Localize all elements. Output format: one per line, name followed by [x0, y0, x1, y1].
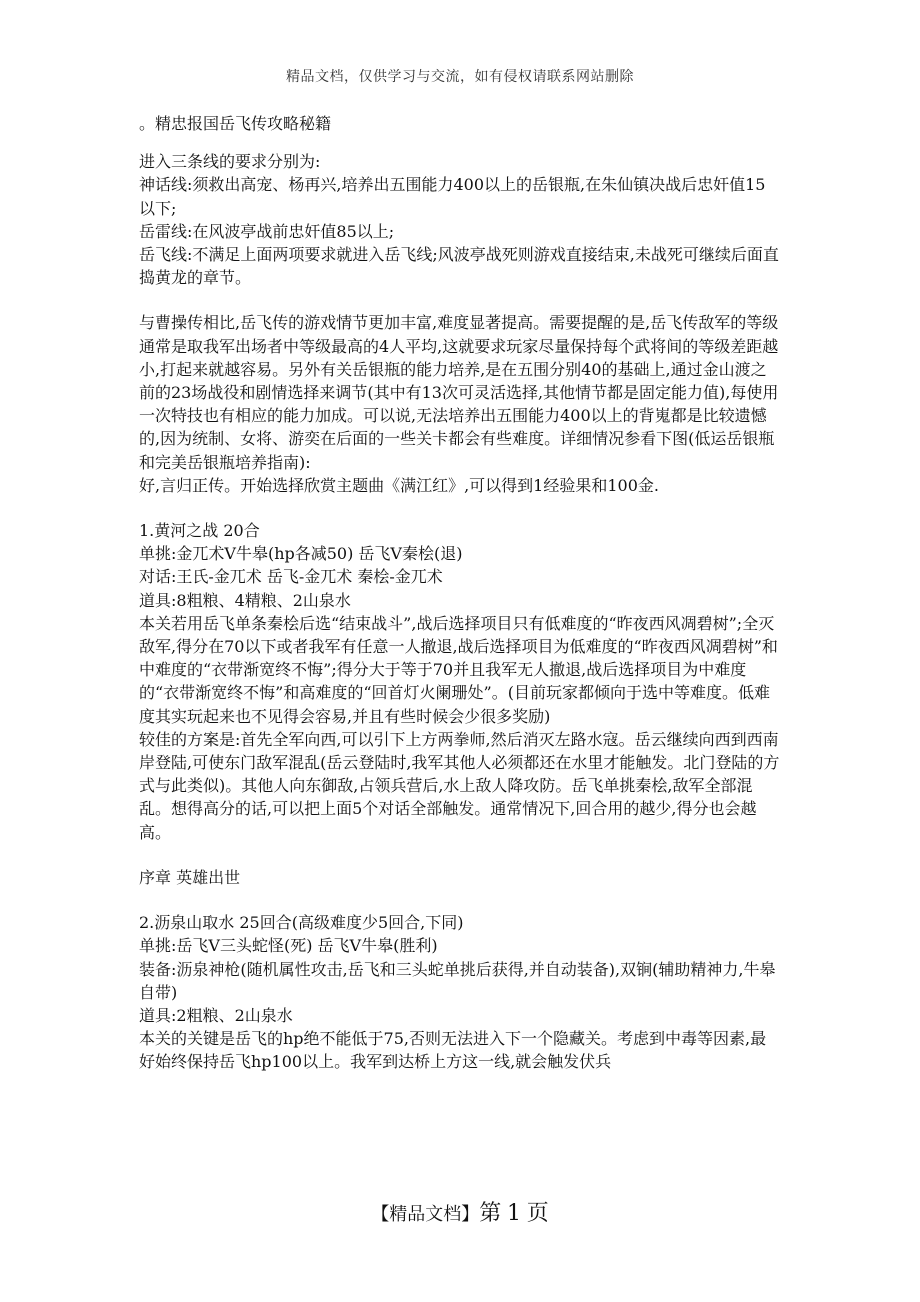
footer-page-unit: 页: [526, 1201, 549, 1226]
battle1-items: 道具:8粗粮、4精粮、2山泉水: [139, 590, 351, 610]
footer-page-word: 第: [479, 1201, 502, 1226]
battle1-dialogue: 对话:王氏-金兀术 岳飞-金兀术 秦桧-金兀术: [139, 567, 443, 587]
chapter-heading: 序章 英雄出世: [139, 867, 241, 887]
battle2-title: 2.沥泉山取水 25回合(高级难度少5回合,下同): [139, 913, 464, 933]
document-title: 。精忠报国岳飞传攻略秘籍: [139, 114, 332, 133]
start-paragraph: 好,言归正传。开始选择欣赏主题曲《满江红》,可以得到1经验果和100金.: [139, 475, 659, 495]
page-footer: [0, 1196, 920, 1227]
battle2-equipment: 装备:沥泉神枪(随机属性攻击,岳飞和三头蛇单挑后获得,并自动装备),双锏(辅助精神力,牛皋自带): [139, 959, 776, 1002]
requirements-intro: 进入三条线的要求分别为:: [139, 152, 321, 172]
footer-label: 【精品文档】: [371, 1204, 480, 1225]
battle2-notes: 本关的关键是岳飞的hp绝不能低于75,否则无法进入下一个隐藏关。考虑到中毒等因素,最好始终保持岳飞hp100以上。我军到达桥上方这一线,就会触发伏兵: [139, 1029, 767, 1072]
requirement-yuelei: 岳雷线:在风波亭战前忠奸值85以上;: [139, 221, 395, 241]
copyright-notice: 精品文档，仅供学习与交流，如有侵权请联系网站删除: [286, 69, 634, 85]
battle2-duel: 单挑:岳飞V三头蛇怪(死) 岳飞V牛皋(胜利): [139, 936, 438, 956]
document-body: [139, 112, 781, 1074]
battle1-strategy: 较佳的方案是:首先全军向西,可以引下上方两拳师,然后消灭左路水寇。岳云继续向西到西南岸登陆,可使东门敌军混乱(岳云登陆时,我军其他人必须都还在水里才能触发。北门登陆的方式与此类似)。其他人向东御敌,占领兵营后,水上敌人降攻防。岳飞单挑秦桧,敌军全部混乱。想得高分的话,可以把上面5个对话全部触发。通常情况下,回合用的越少,得分也会越高。: [139, 729, 780, 842]
requirement-shenhua: 神话线:须救出高宠、杨再兴,培养出五围能力400以上的岳银瓶,在朱仙镇决战后忠奸值15以下;: [139, 175, 766, 218]
battle2-items: 道具:2粗粮、2山泉水: [139, 1005, 293, 1025]
battle1-duel: 单挑:金兀术V牛皋(hp各减50) 岳飞V秦桧(退): [139, 544, 463, 564]
page-number: 1: [507, 1201, 521, 1226]
battle1-title: 1.黄河之战 20合: [139, 521, 260, 541]
requirement-yuefei: 岳飞线:不满足上面两项要求就进入岳飞线;风波亭战死则游戏直接结束,未战死可继续后面直捣黄龙的章节。: [139, 245, 779, 288]
overview-paragraph: 与曹操传相比,岳飞传的游戏情节更加丰富,难度显著提高。需要提醒的是,岳飞传敌军的等级通常是取我军出场者中等级最高的4人平均,这就要求玩家尽量保持每个武将间的等级差距越小,打起来就越容易。另外有关岳银瓶的能力培养,是在五围分别40的基础上,通过金山渡之前的23场战役和剧情选择来调节(其中有13次可灵活选择,其他情节都是固定能力值),每使用一次特技也有相应的能力加成。可以说,无法培养出五围能力400以上的背嵬都是比较遗憾的,因为统制、女将、游奕在后面的一些关卡都会有些难度。详细情况参看下图(低运岳银瓶和完美岳银瓶培养指南):: [139, 313, 779, 472]
battle1-notes: 本关若用岳飞单条秦桧后选“结束战斗”,战后选择项目只有低难度的“昨夜西风凋碧树”;全灭敌军,得分在70以下或者我军有任意一人撤退,战后选择项目为低难度的“昨夜西风凋碧树”和中难度的“衣带渐宽终不悔”;得分大于等于70并且我军无人撤退,战后选择项目为中难度的“衣带渐宽终不悔”和高难度的“回首灯火阑珊处”。(目前玩家都倾向于选中等难度。低难度其实玩起来也不见得会容易,并且有些时候会少很多奖励): [139, 613, 778, 726]
